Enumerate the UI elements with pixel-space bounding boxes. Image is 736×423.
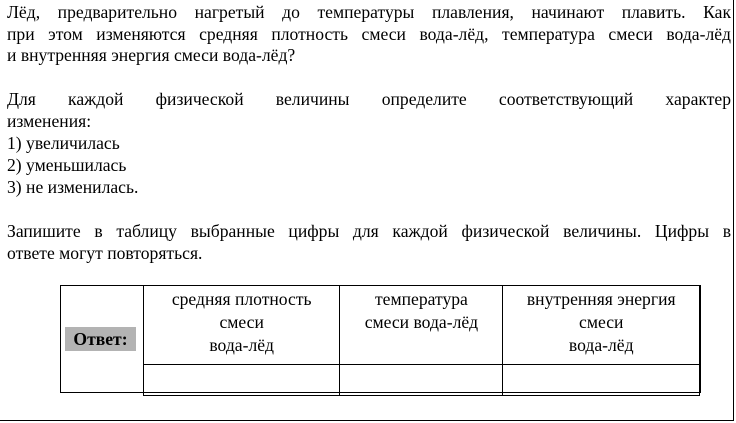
instruction-line: Для каждой физической величины определите соответствующий характер	[7, 89, 731, 109]
answer-block	[60, 285, 701, 393]
question-paragraph-2	[7, 89, 731, 132]
option-decreased: 2) уменьшилась	[7, 155, 127, 175]
header-internal-energy	[503, 286, 700, 365]
question-line: при этом изменяются средняя плотность смеси вода-лёд, температура смеси вода-лёд	[7, 23, 731, 44]
answer-cell-temperature[interactable]	[340, 365, 503, 396]
question-line: и внутренняя энергия смеси вода-лёд?	[7, 45, 296, 65]
instruction-line: изменения:	[7, 110, 92, 131]
header-text: смеси вода-лёд	[364, 312, 479, 332]
header-text: средняя плотность	[171, 289, 312, 309]
option-unchanged: 3) не изменилась.	[7, 177, 139, 197]
answer-table-header-row	[144, 286, 700, 365]
instruction-line: ответе могут повторяться.	[7, 242, 203, 263]
option-increased: 1) увеличилась	[7, 133, 120, 153]
question-line: Лёд, предварительно нагретый до температуры плавления, начинают плавить. Как	[7, 2, 731, 22]
answer-table	[143, 285, 700, 396]
header-text: вода-лёд	[209, 335, 275, 355]
answer-cell-density[interactable]	[144, 365, 340, 396]
answer-input-row	[144, 365, 700, 396]
answer-label: Ответ:	[65, 327, 136, 351]
question-paragraph-1	[7, 2, 731, 67]
header-text: температура	[374, 289, 468, 309]
header-text: внутренняя энергия	[526, 289, 676, 309]
answer-cell-internal-energy[interactable]	[503, 365, 700, 396]
header-density	[144, 286, 340, 365]
header-text: смеси	[219, 312, 264, 332]
header-temperature	[340, 286, 503, 365]
instruction-line: Запишите в таблицу выбранные цифры для каждой физической величины. Цифры в	[7, 221, 731, 241]
header-text: смеси	[579, 312, 624, 332]
header-text: вода-лёд	[568, 335, 634, 355]
question-paragraph-3	[7, 221, 731, 264]
